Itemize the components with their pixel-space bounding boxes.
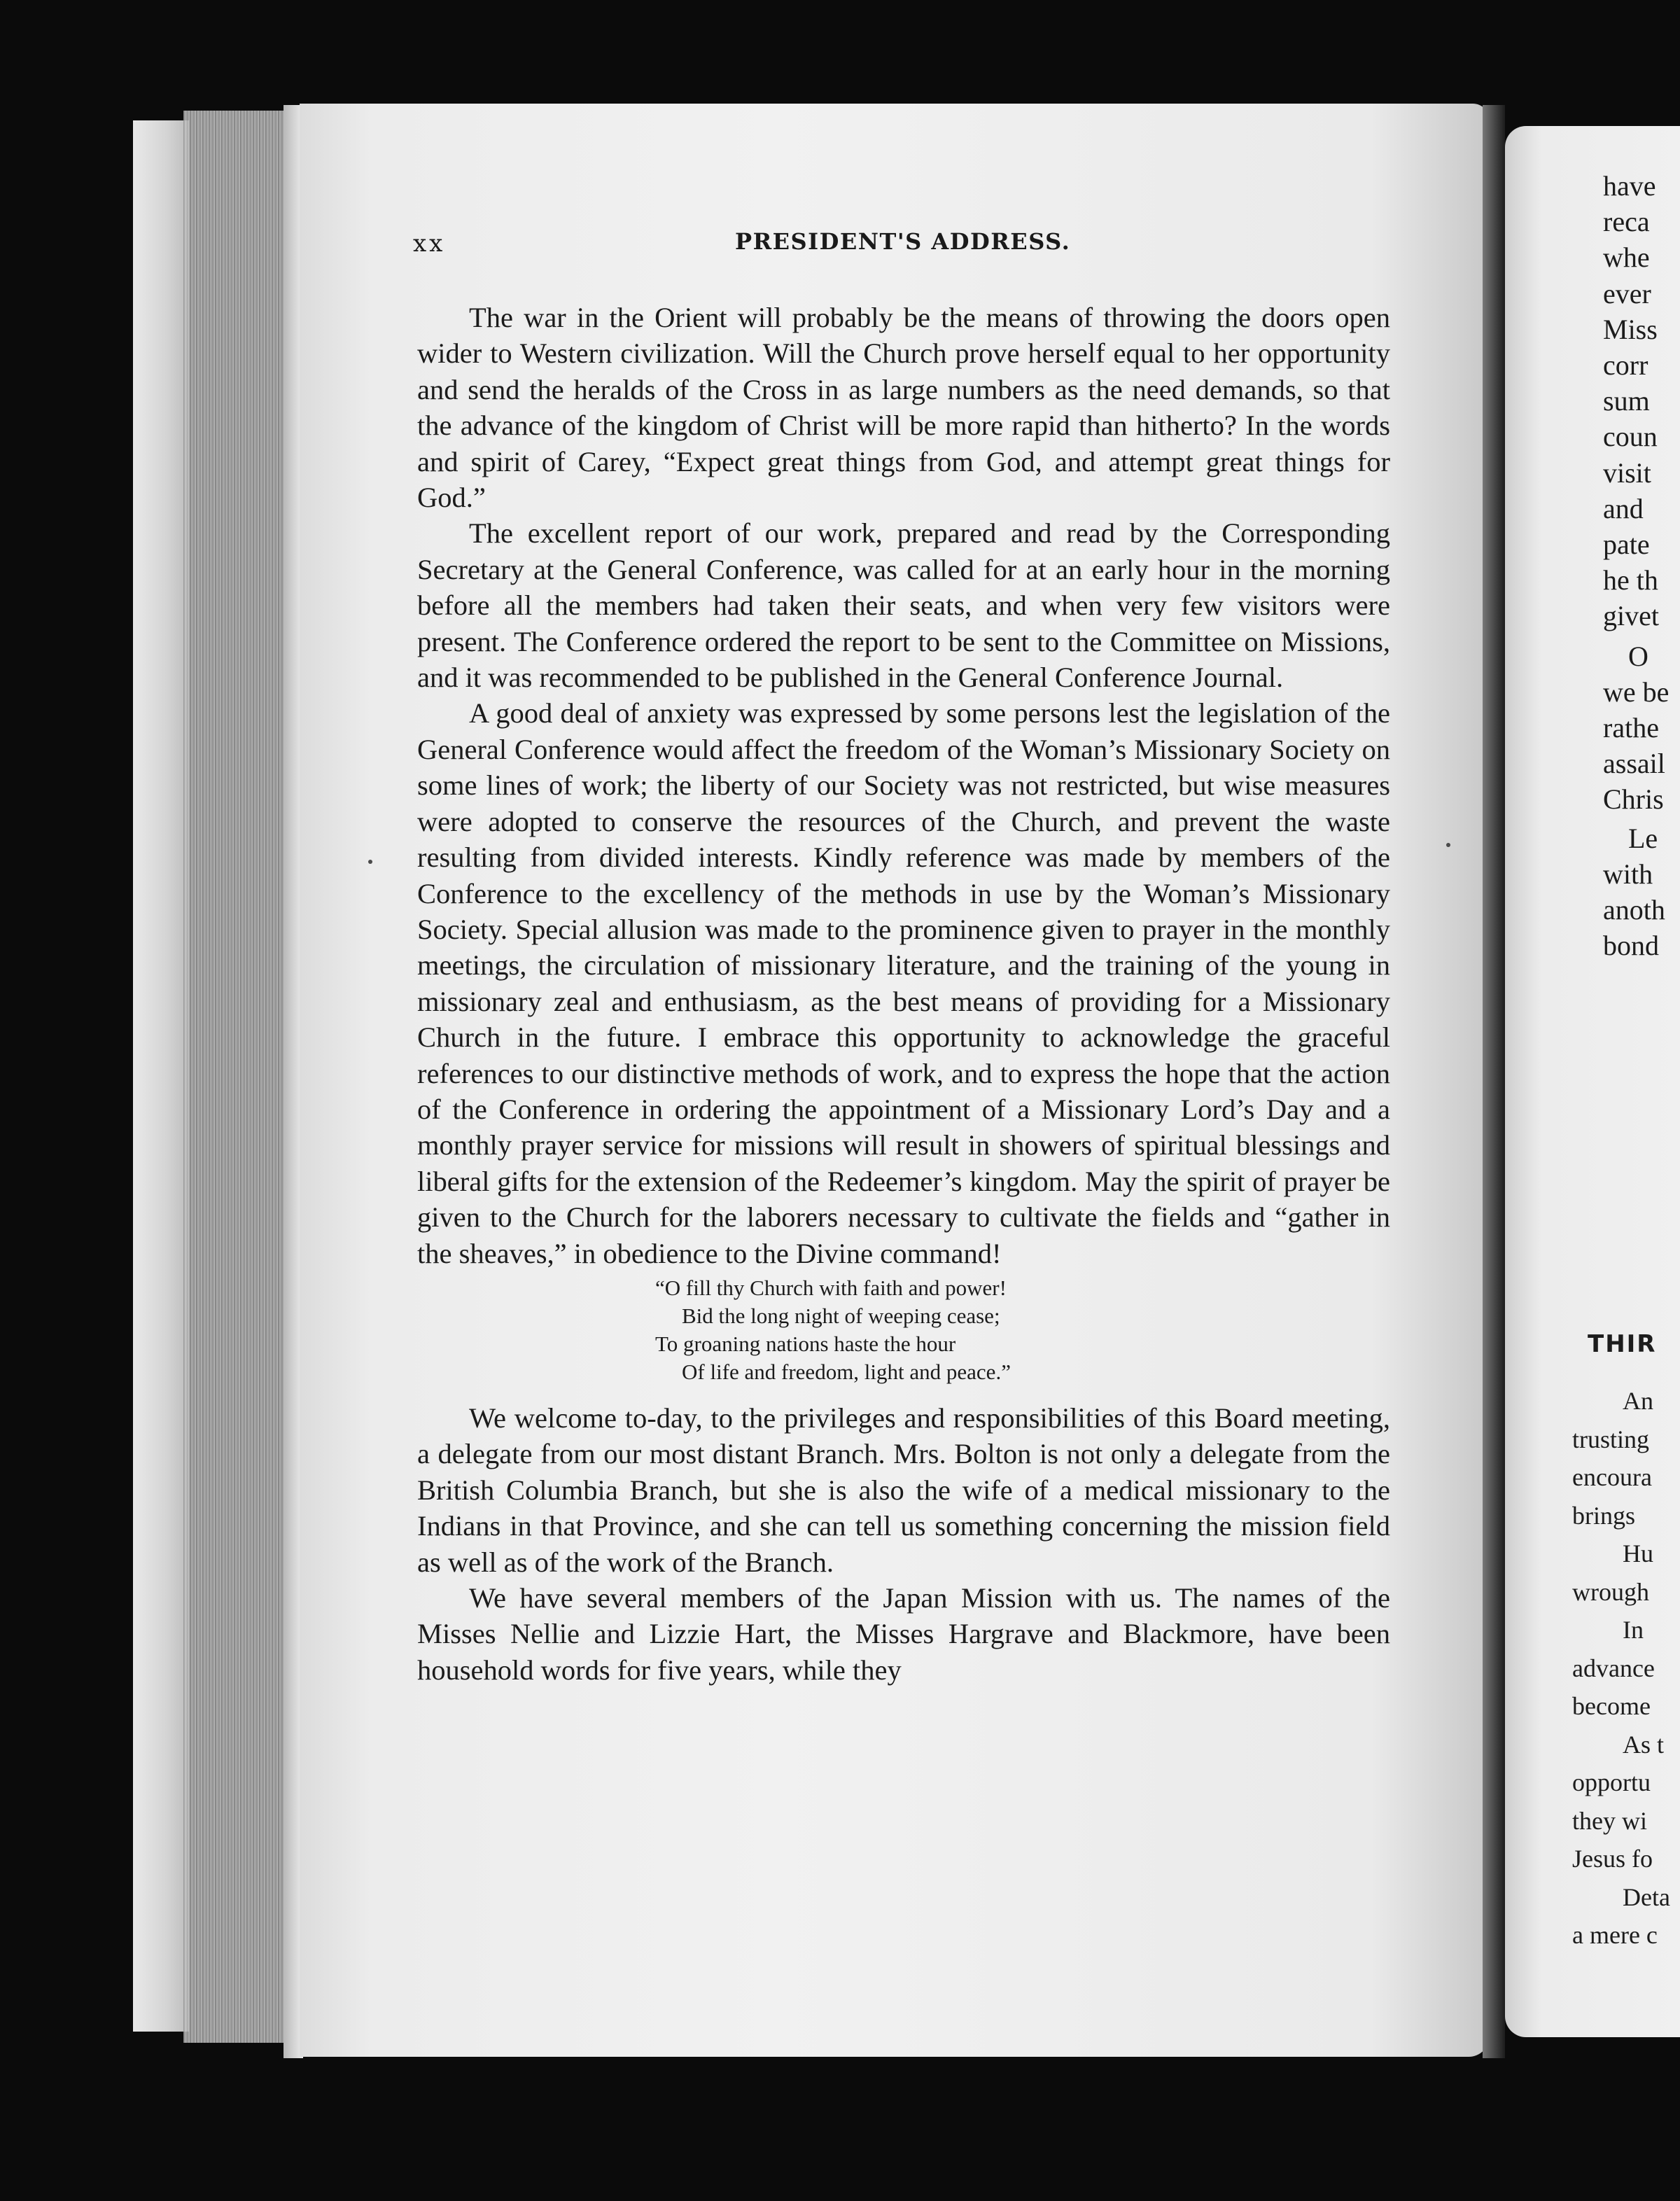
running-title: PRESIDENT'S ADDRESS. bbox=[735, 228, 1071, 255]
right-page-fragment: opportu bbox=[1572, 1768, 1651, 1796]
body-text bbox=[417, 300, 1390, 1688]
right-page-fragment: reca bbox=[1603, 206, 1650, 238]
poem-quote bbox=[417, 1274, 1390, 1386]
right-page-fragment: Chris bbox=[1603, 783, 1664, 816]
right-page-fragment: O bbox=[1628, 640, 1648, 672]
right-page-fragment: advance bbox=[1572, 1654, 1655, 1682]
right-page-fragment: coun bbox=[1603, 421, 1658, 453]
book-cover-edge bbox=[133, 120, 189, 2032]
right-page-fragment: pate bbox=[1603, 529, 1650, 560]
right-page-fragment: givet bbox=[1603, 600, 1659, 632]
paragraph: We welcome to-day, to the privileges and responsibilities of this Board meeting, a delegate from our most distant Branch. Mrs. Bolton is not only a delegate from the British Columbia Branch, but she is also the wife of a medical missionary to the Indians in that Province, and she can tell us something concerning the mission field as well as of the work of the Branch. bbox=[417, 1402, 1390, 1578]
right-page-fragment: An bbox=[1623, 1387, 1653, 1415]
poem-line: “O fill thy Church with faith and power! bbox=[655, 1275, 1007, 1300]
poem-line: Bid the long night of weeping cease; bbox=[682, 1303, 1000, 1328]
right-page-fragment: become bbox=[1572, 1692, 1651, 1720]
right-page-fragment: As t bbox=[1623, 1730, 1665, 1759]
right-page-fragment: visit bbox=[1603, 456, 1651, 489]
right-page-fragment: sum bbox=[1603, 385, 1650, 417]
right-page-fragment: Le bbox=[1628, 822, 1658, 854]
right-page-fragment: Hu bbox=[1623, 1539, 1653, 1567]
right-page-fragment: bond bbox=[1603, 930, 1659, 962]
poem-line: Of life and freedom, light and peace.” bbox=[682, 1359, 1011, 1384]
right-page-fragment: anoth bbox=[1603, 894, 1665, 925]
right-page-fragment: encoura bbox=[1572, 1463, 1652, 1491]
page-number: xx bbox=[413, 230, 446, 258]
paragraph: The excellent report of our work, prepared and read by the Corresponding Secretary at the General Conference, was called for at an early hour in the morning before all the members had taken their seats, and when very few visitors were present. The Conference ordered the report to be sent to the Committee on Missions, and it was recommended to be published in the General Conference Journal. bbox=[417, 517, 1390, 694]
right-page-fragment: and bbox=[1603, 492, 1644, 524]
right-page-fragment: assail bbox=[1603, 748, 1665, 780]
right-page-fragment: Miss bbox=[1603, 313, 1658, 345]
scan-speck bbox=[1446, 843, 1450, 847]
right-page-fragment: brings bbox=[1572, 1501, 1635, 1530]
right-page-fragment: Jesus fo bbox=[1572, 1845, 1653, 1873]
right-page-fragment: a mere c bbox=[1572, 1921, 1658, 1949]
right-page-fragment: have bbox=[1603, 170, 1656, 202]
paragraph: A good deal of anxiety was expressed by some persons lest the legislation of the General Conference would affect the freedom of the Woman’s Missionary Society on some lines of work; the liberty of our Society was not restricted, but wise measures were adopted to conserve the resources of the Church, and prevent the waste resulting from divided interests. Kindly reference was made by members of the Conference to the excellency of the methods in use by the Woman’s Missionary Society. Special allusion was made to the prominence given to prayer in the monthly meetings, the circulation of missionary literature, and the training of the young in missionary zeal and enthusiasm, as the best means of providing for a Missionary Church in the future. I embrace this opportunity to acknowledge the graceful references to our distinctive methods of work, and to express the hope that the action of the Conference in ordering the appointment of a Missionary Lord’s Day and a monthly prayer service for missions will result in showers of spiritual blessings and liberal gifts for the extension of the Redeemer’s kingdom. May the spirit of prayer be given to the Church for the laborers necessary to cultivate the fields and “gather in the sheaves,” in obedience to the Divine command! bbox=[417, 697, 1390, 1269]
right-page-fragment: trusting bbox=[1572, 1425, 1650, 1453]
right-page-fragment: ever bbox=[1603, 277, 1651, 309]
right-page-fragment: wrough bbox=[1572, 1577, 1649, 1606]
right-page-fragment: corr bbox=[1603, 349, 1648, 381]
right-page-heading: THIR bbox=[1588, 1330, 1657, 1358]
right-page-fragment: Deta bbox=[1623, 1882, 1670, 1911]
right-page bbox=[1505, 126, 1680, 2037]
poem-line: To groaning nations haste the hour bbox=[655, 1331, 956, 1356]
right-page-fragment: whe bbox=[1603, 242, 1650, 274]
right-page-fragment: we be bbox=[1603, 676, 1670, 708]
right-page-fragment: they wi bbox=[1572, 1806, 1647, 1835]
book-gutter bbox=[1483, 105, 1505, 2058]
right-page-fragment: rathe bbox=[1603, 712, 1659, 743]
right-page-fragment: with bbox=[1603, 858, 1653, 890]
right-page-fragment: he th bbox=[1603, 564, 1658, 596]
paragraph: We have several members of the Japan Mission with us. The names of the Misses Nellie and Lizzie Hart, the Misses Hargrave and Blackmore, have been household words for five years, while they bbox=[417, 1582, 1390, 1686]
right-page-fragment: In bbox=[1623, 1616, 1644, 1644]
page-edges bbox=[183, 111, 295, 2043]
paragraph: The war in the Orient will probably be the means of throwing the doors open wider to Western civilization. Will the Church prove herself equal to her opportunity and send the heralds of the Cross in as large numbers as the need demands, so that the advance of the kingdom of Christ will be more rapid than hitherto? In the words and spirit of Carey, “Expect great things from God, and attempt great things for God.” bbox=[417, 302, 1390, 514]
scan-speck bbox=[368, 860, 372, 864]
